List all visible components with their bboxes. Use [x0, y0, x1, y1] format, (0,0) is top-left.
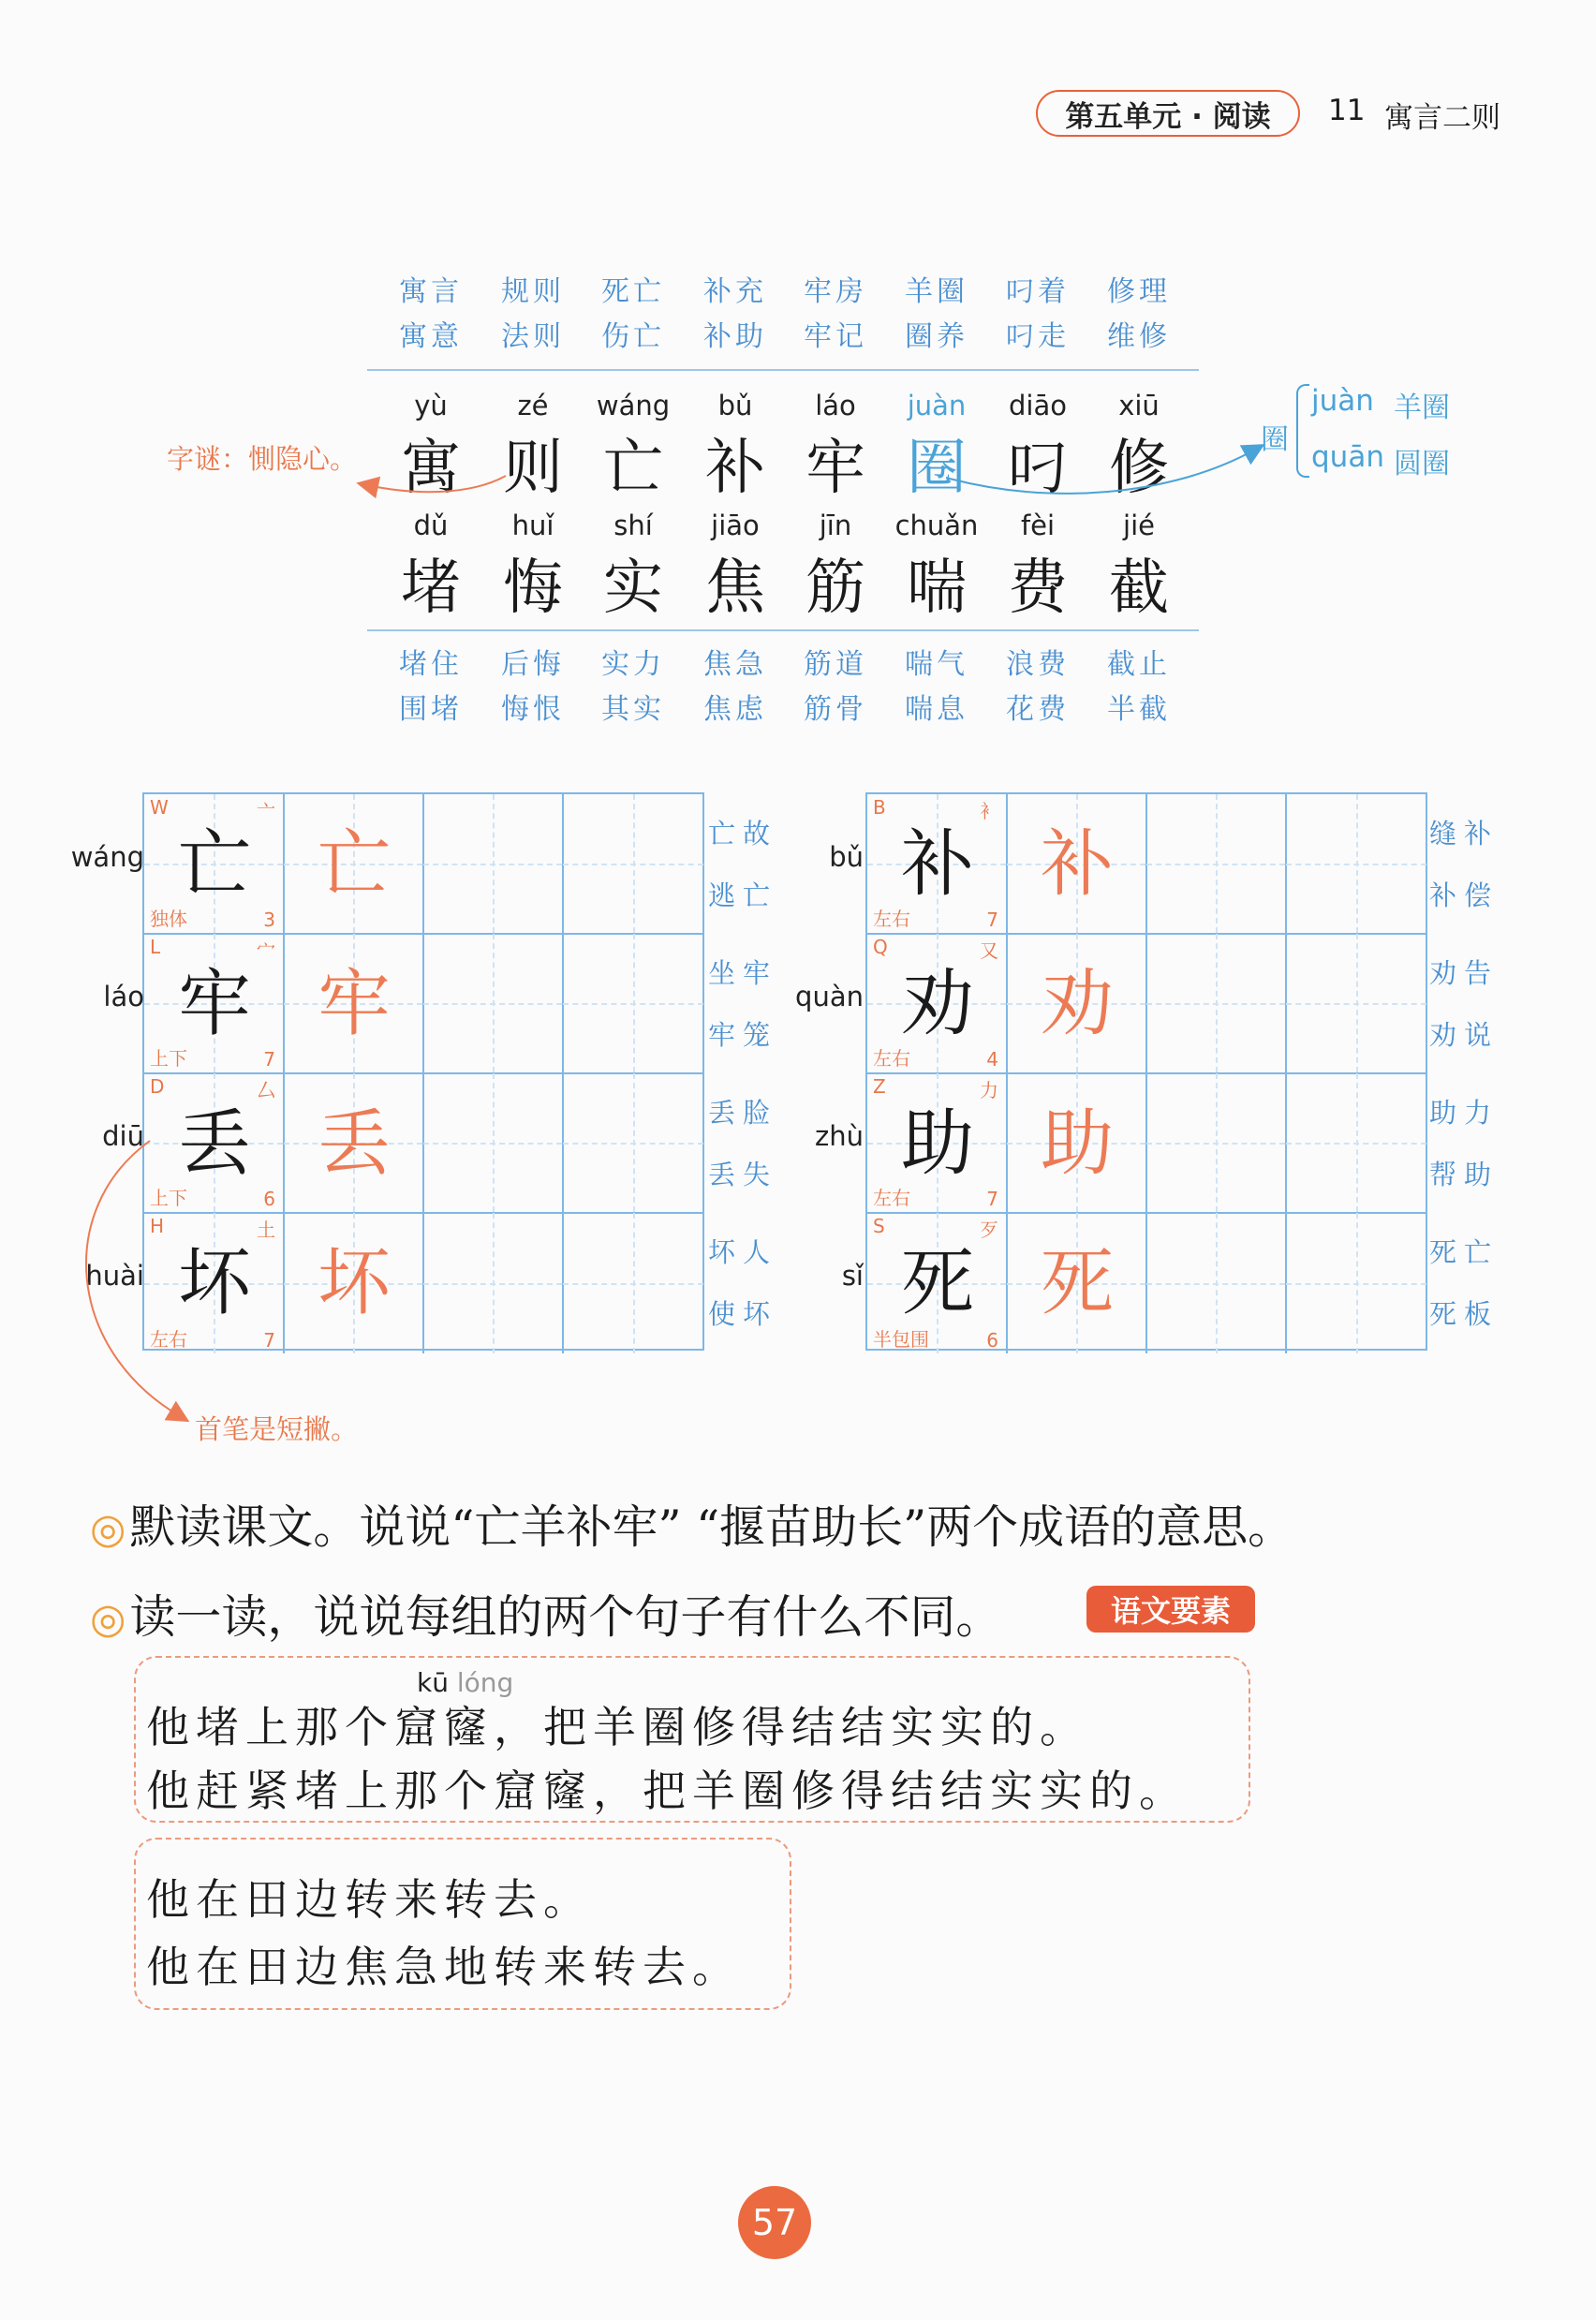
- stroke-count: 7: [986, 909, 998, 931]
- row-pinyin: wáng: [70, 841, 144, 873]
- lesson-title: 寓言二则: [1384, 101, 1500, 135]
- practice-word: 缝补: [1429, 818, 1500, 850]
- row-pinyin: zhù: [815, 1120, 864, 1152]
- sentence-1a: 他堵上那个窟窿，把羊圈修得结结实实的。: [146, 1702, 1089, 1752]
- row-pinyin: quàn: [795, 981, 864, 1012]
- radical: 厶: [257, 1079, 275, 1101]
- practice-word: 丢脸: [708, 1097, 778, 1129]
- char-pinyin: bǔ: [717, 390, 753, 421]
- radical: 歹: [980, 1219, 998, 1241]
- stroke-count: 7: [986, 1188, 998, 1210]
- radical: 宀: [257, 939, 275, 962]
- char-pinyin: chuǎn: [894, 510, 979, 541]
- structure-label: 上下: [150, 1187, 187, 1209]
- word-group-top: 圈养: [905, 320, 968, 353]
- char-glyph: 堵: [401, 554, 461, 623]
- char-pinyin: fèi: [1020, 510, 1056, 541]
- practice-word: 死亡: [1429, 1236, 1500, 1268]
- index-letter: D: [150, 1075, 165, 1098]
- char-glyph: 寓: [401, 434, 461, 503]
- char-pinyin: jiāo: [711, 510, 760, 541]
- practice-word: 补偿: [1429, 879, 1500, 911]
- structure-label: 左右: [873, 908, 910, 930]
- char-glyph: 筋: [805, 554, 865, 623]
- radical: 土: [257, 1219, 275, 1241]
- row-pinyin: huài: [85, 1260, 144, 1292]
- practice-word: 坏人: [708, 1236, 778, 1268]
- word-group-bottom: 喘息: [905, 693, 968, 726]
- sentence-2a: 他在田边转来转去。: [146, 1874, 593, 1925]
- index-letter: H: [150, 1215, 165, 1237]
- riddle-note: 字谜：惻隐心。: [167, 443, 358, 475]
- trace-character: 亡: [317, 822, 391, 907]
- exercise-2-text: 读一读，说说每组的两个句子有什么不同。: [129, 1590, 1002, 1644]
- word-group-bottom: 半截: [1107, 693, 1171, 726]
- word-group-bottom: 堵住: [399, 648, 463, 681]
- index-letter: W: [150, 796, 169, 819]
- practice-word: 劝说: [1429, 1019, 1500, 1051]
- word-group-top: 伤亡: [601, 320, 665, 353]
- exercise-1: [90, 1491, 1293, 1557]
- char-pinyin: shí: [613, 510, 653, 541]
- char-glyph: 补: [705, 434, 765, 503]
- word-group-bottom: 围堵: [399, 693, 463, 726]
- char-glyph: 喘: [907, 554, 967, 623]
- practice-word: 丢失: [708, 1159, 778, 1190]
- char-glyph: 叼: [1008, 434, 1068, 503]
- char-pinyin: diāo: [1009, 390, 1067, 421]
- model-character: 丢: [177, 1101, 251, 1186]
- practice-word: 坐牢: [708, 957, 778, 989]
- word-group-top: 寓言: [399, 275, 463, 308]
- polyphone-reading-1-py: juàn: [1311, 384, 1374, 418]
- trace-character: 牢: [317, 962, 391, 1046]
- polyphone-char: 圈: [1261, 423, 1289, 456]
- word-group-top: 规则: [501, 275, 565, 308]
- word-group-top: 修理: [1107, 275, 1171, 308]
- row-pinyin: bǔ: [829, 841, 864, 873]
- char-pinyin: juàn: [907, 390, 967, 421]
- radical: 亠: [257, 800, 275, 822]
- model-character: 亡: [177, 822, 251, 907]
- char-glyph: 焦: [705, 554, 765, 623]
- index-letter: S: [873, 1215, 885, 1237]
- word-group-top: 补助: [703, 320, 767, 353]
- char-pinyin: yù: [414, 390, 448, 421]
- word-group-top: 维修: [1107, 320, 1171, 353]
- word-group-top: 牢记: [804, 320, 867, 353]
- char-glyph: 则: [503, 434, 563, 503]
- word-group-bottom: 焦虑: [703, 693, 767, 726]
- word-group-bottom: 筋骨: [804, 693, 867, 726]
- row-pinyin: sǐ: [841, 1260, 864, 1292]
- structure-label: 左右: [150, 1328, 187, 1351]
- model-character: 牢: [177, 962, 251, 1046]
- model-character: 坏: [177, 1241, 251, 1325]
- structure-label: 左右: [873, 1187, 910, 1209]
- unit-label: 第五单元 · 阅读: [1036, 90, 1300, 137]
- char-glyph: 修: [1109, 434, 1169, 503]
- word-group-bottom: 喘气: [905, 648, 968, 681]
- word-group-top: 寓意: [399, 320, 463, 353]
- trace-character: 补: [1040, 822, 1114, 907]
- kulong-pinyin-long: lóng: [456, 1667, 514, 1698]
- char-pinyin: huǐ: [511, 510, 554, 541]
- polyphone-reading-1-word: 羊圈: [1394, 392, 1450, 424]
- sentence-1b: 他赶紧堵上那个窟窿，把羊圈修得结结实实的。: [146, 1766, 1189, 1816]
- trace-character: 助: [1040, 1101, 1114, 1186]
- word-group-top: 法则: [501, 320, 565, 353]
- practice-word: 使坏: [708, 1298, 778, 1330]
- exercise-1-text: 默读课文。说说“亡羊补牢” “揠苗助长”两个成语的意思。: [129, 1500, 1294, 1554]
- word-group-bottom: 悔恨: [501, 693, 565, 726]
- char-glyph: 实: [603, 554, 663, 623]
- char-glyph: 圈: [907, 434, 967, 503]
- trace-character: 死: [1040, 1241, 1114, 1325]
- trace-character: 劝: [1040, 962, 1114, 1046]
- radical: 力: [980, 1079, 998, 1101]
- practice-word: 亡故: [708, 818, 778, 850]
- word-group-top: 叼走: [1006, 320, 1070, 353]
- row-pinyin: diū: [102, 1120, 144, 1152]
- lesson-number: 11: [1328, 94, 1366, 127]
- circle-icon: ◎: [90, 1505, 126, 1553]
- structure-label: 独体: [150, 908, 187, 930]
- index-letter: Z: [873, 1075, 886, 1098]
- char-pinyin: zé: [517, 390, 549, 421]
- stroke-count: 4: [986, 1048, 998, 1071]
- structure-label: 上下: [150, 1047, 187, 1070]
- polyphone-reading-2-py: quān: [1311, 440, 1384, 474]
- stroke-note: 首笔是短撇。: [195, 1413, 359, 1445]
- char-pinyin: jié: [1123, 510, 1155, 541]
- practice-word: 帮助: [1429, 1159, 1500, 1190]
- word-group-top: 叼着: [1006, 275, 1070, 308]
- word-group-bottom: 截止: [1107, 648, 1171, 681]
- word-group-top: 羊圈: [905, 275, 968, 308]
- word-group-top: 补充: [703, 275, 767, 308]
- index-letter: Q: [873, 936, 888, 958]
- char-pinyin: jīn: [819, 510, 852, 541]
- radical: 又: [980, 939, 998, 962]
- polyphone-reading-2-word: 圆圈: [1394, 448, 1450, 480]
- word-group-bottom: 焦急: [703, 648, 767, 681]
- radical: 衤: [980, 800, 998, 822]
- stroke-count: 7: [263, 1048, 275, 1071]
- model-character: 死: [900, 1241, 974, 1325]
- practice-word: 牢笼: [708, 1019, 778, 1051]
- stroke-count: 6: [263, 1188, 275, 1210]
- index-letter: B: [873, 796, 886, 819]
- exercise-2: [90, 1581, 1001, 1647]
- trace-character: 坏: [317, 1241, 391, 1325]
- char-pinyin: láo: [815, 390, 856, 421]
- model-character: 劝: [900, 962, 974, 1046]
- structure-label: 半包围: [873, 1328, 929, 1351]
- practice-word: 逃亡: [708, 879, 778, 911]
- char-glyph: 亡: [603, 434, 663, 503]
- char-glyph: 费: [1008, 554, 1068, 623]
- char-pinyin: xiū: [1118, 390, 1160, 421]
- practice-word: 死板: [1429, 1298, 1500, 1330]
- char-glyph: 悔: [503, 554, 563, 623]
- stroke-count: 7: [263, 1329, 275, 1352]
- word-group-bottom: 花费: [1006, 693, 1070, 726]
- word-group-top: 死亡: [601, 275, 665, 308]
- char-glyph: 截: [1109, 554, 1169, 623]
- row-pinyin: láo: [103, 981, 144, 1012]
- sentence-2b: 他在田边焦急地转来转去。: [146, 1942, 742, 1992]
- word-group-bottom: 后悔: [501, 648, 565, 681]
- page-number: 57: [738, 2186, 811, 2259]
- word-group-bottom: 其实: [601, 693, 665, 726]
- word-group-top: 牢房: [804, 275, 867, 308]
- word-group-bottom: 实力: [601, 648, 665, 681]
- stroke-count: 6: [986, 1329, 998, 1352]
- language-element-tag: 语文要素: [1086, 1586, 1255, 1633]
- index-letter: L: [150, 936, 161, 958]
- structure-label: 左右: [873, 1047, 910, 1070]
- char-glyph: 牢: [805, 434, 865, 503]
- word-group-bottom: 筋道: [804, 648, 867, 681]
- model-character: 助: [900, 1101, 974, 1186]
- practice-word: 助力: [1429, 1097, 1500, 1129]
- kulong-pinyin-ku: kū: [417, 1667, 449, 1698]
- trace-character: 丢: [317, 1101, 391, 1186]
- stroke-count: 3: [263, 909, 275, 931]
- char-pinyin: wáng: [596, 390, 671, 421]
- model-character: 补: [900, 822, 974, 907]
- practice-word: 劝告: [1429, 957, 1500, 989]
- word-group-bottom: 浪费: [1006, 648, 1070, 681]
- circle-icon: ◎: [90, 1595, 126, 1643]
- char-pinyin: dǔ: [413, 510, 449, 541]
